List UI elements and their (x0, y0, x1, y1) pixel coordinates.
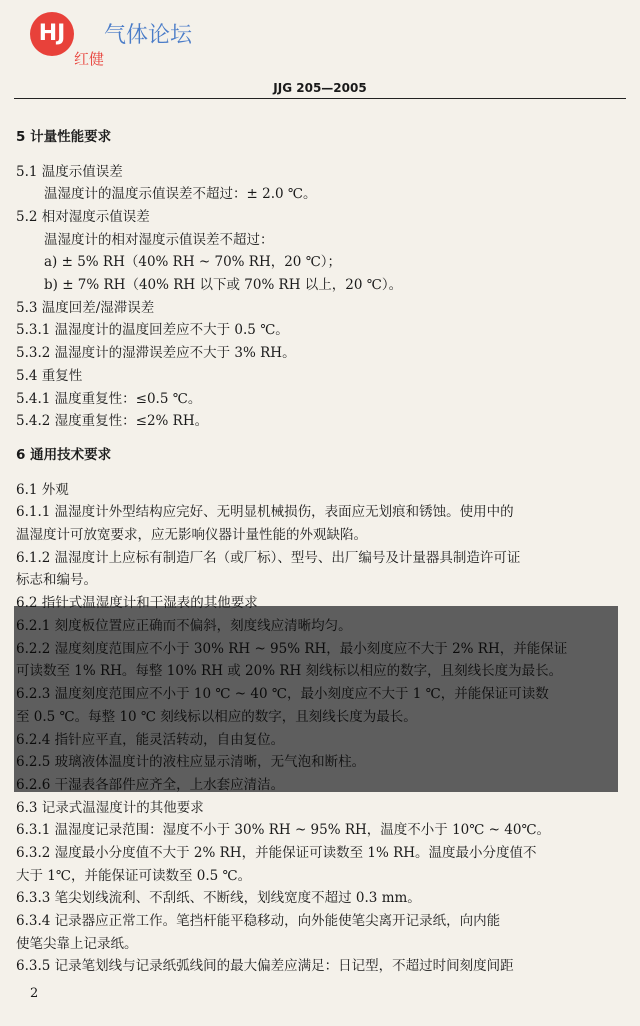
paragraph: 6.3.4 记录器应正常工作。笔挡杆能平稳移动，向外能使笔尖离开记录纸，向内能 (16, 913, 501, 929)
paragraph: 6.3.1 温湿度记录范围：湿度不小于 30% RH ~ 95% RH，温度不小于 10℃ ~ 40℃。 (16, 822, 551, 838)
paragraph: 温湿度计的温度示值误差不超过：± 2.0 ℃。 (44, 186, 317, 202)
subsection-heading: 5.3 温度回差/湿滞误差 (16, 300, 155, 316)
list-item: a) ± 5% RH（40% RH ~ 70% RH，20 ℃）； (44, 254, 342, 270)
logo-mark: HJ (38, 21, 66, 46)
section-heading: 6 通用技术要求 (16, 447, 112, 463)
section-heading: 5 计量性能要求 (16, 129, 112, 145)
page-number: 2 (30, 986, 39, 1001)
paragraph: 温湿度计可放宽要求，应无影响仪器计量性能的外观缺陷。 (16, 527, 367, 543)
paragraph: 6.2.4 指针应平直，能灵活转动，自由复位。 (16, 732, 285, 748)
subsection-heading: 5.1 温度示值误差 (16, 164, 123, 180)
paragraph: 6.3.2 湿度最小分度值不大于 2% RH，并能保证可读数至 1% RH。温度最小分度值不 (16, 845, 537, 861)
subsection-heading: 5.4 重复性 (16, 368, 83, 384)
paragraph: 5.4.1 温度重复性：≤0.5 ℃。 (16, 391, 202, 407)
paragraph: 大于 1℃，并能保证可读数至 0.5 ℃。 (16, 868, 252, 884)
paragraph: 5.3.2 温湿度计的湿滞误差应不大于 3% RH。 (16, 345, 296, 361)
subsection-heading: 6.2 指针式温湿度计和干湿表的其他要求 (16, 595, 258, 611)
subsection-heading: 6.1 外观 (16, 482, 69, 498)
paragraph: 可读数至 1% RH。每整 10% RH 或 20% RH 刻线标以相应的数字，且刻线长度为最长。 (16, 663, 563, 679)
paragraph: 标志和编号。 (16, 572, 97, 588)
logo-text: 红健 (74, 50, 105, 68)
subsection-heading: 5.2 相对湿度示值误差 (16, 209, 150, 225)
paragraph: 6.3.5 记录笔划线与记录纸弧线间的最大偏差应满足：日记型，不超过时间刻度间距 (16, 958, 514, 974)
paragraph: 6.2.6 干湿表各部件应齐全，上水套应清洁。 (16, 777, 285, 793)
forum-name: 气体论坛 (104, 23, 193, 48)
paragraph: 6.2.3 温度刻度范围应不小于 10 ℃ ~ 40 ℃，最小刻度应不大于 1 ℃，并能保证可读数 (16, 686, 549, 702)
paragraph: 6.2.5 玻璃液体温度计的液柱应显示清晰，无气泡和断柱。 (16, 754, 366, 770)
paragraph: 6.3.3 笔尖划线流利、不刮纸、不断线，划线宽度不超过 0.3 mm。 (16, 890, 421, 906)
paragraph: 5.4.2 湿度重复性：≤2% RH。 (16, 413, 209, 429)
paragraph: 6.2.2 湿度刻度范围应不小于 30% RH ~ 95% RH，最小刻度应不大于 2% RH，并能保证 (16, 641, 568, 657)
paragraph: 6.1.2 温湿度计上应标有制造厂名（或厂标）、型号、出厂编号及计量器具制造许可证 (16, 550, 521, 566)
paragraph: 6.1.1 温湿度计外型结构应完好、无明显机械损伤，表面应无划痕和锈蚀。使用中的 (16, 504, 514, 520)
logo (24, 10, 105, 70)
paragraph: 至 0.5 ℃。每整 10 ℃ 刻线标以相应的数字，且刻线长度为最长。 (16, 709, 417, 725)
paragraph: 使笔尖靠上记录纸。 (16, 936, 138, 952)
list-item: b) ± 7% RH（40% RH 以下或 70% RH 以上，20 ℃）。 (44, 277, 403, 293)
header-rule (14, 98, 626, 99)
paragraph: 5.3.1 温湿度计的温度回差应不大于 0.5 ℃。 (16, 322, 289, 338)
subsection-heading: 6.3 记录式温湿度计的其他要求 (16, 800, 204, 816)
paragraph: 6.2.1 刻度板位置应正确而不偏斜，刻度线应清晰均匀。 (16, 618, 352, 634)
paragraph: 温湿度计的相对湿度示值误差不超过： (44, 232, 274, 248)
standard-number: JJG 205—2005 (273, 81, 367, 95)
